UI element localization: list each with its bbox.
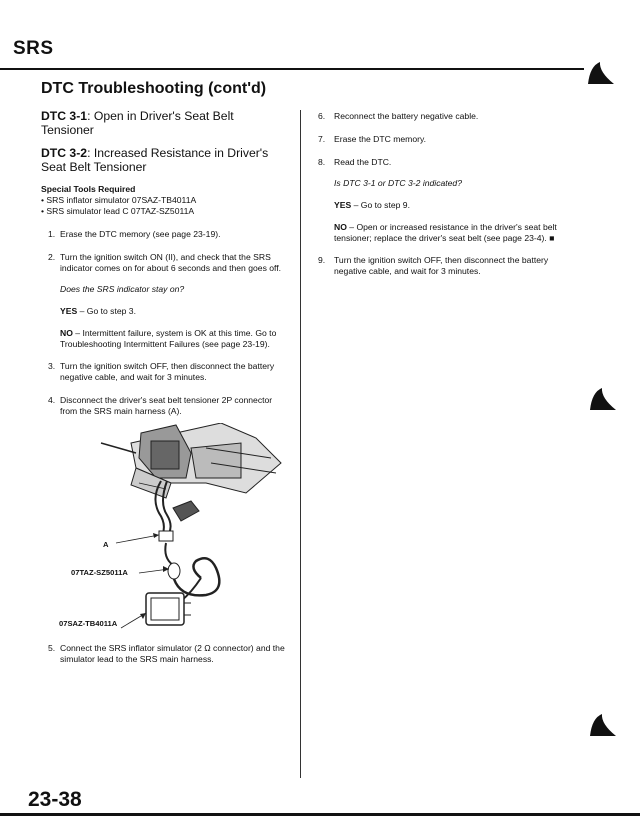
yes-text: – Go to step 3. xyxy=(77,306,136,316)
no-branch xyxy=(318,222,558,244)
section-tab-marker xyxy=(588,386,618,412)
page-number: 23-38 xyxy=(28,788,82,811)
header-rule xyxy=(0,68,584,70)
special-tool-item: • SRS simulator lead C 07TAZ-SZ5011A xyxy=(41,206,195,216)
step-text: Erase the DTC memory. xyxy=(334,134,427,144)
dtc-code: DTC 3-2 xyxy=(41,146,88,160)
connector-illustration xyxy=(41,423,288,633)
no-label: NO xyxy=(60,328,73,338)
step-number: 1. xyxy=(48,229,56,239)
step-number: 6. xyxy=(318,111,326,121)
no-text: – Open or increased resistance in the driver's seat belt tensioner; replace the driver's seat belt (see page 23-4). xyxy=(334,222,557,243)
yes-label: YES xyxy=(334,200,352,210)
step-item xyxy=(41,643,288,665)
dtc-description: : Increased Resistance in Driver's Seat Belt Tensioner xyxy=(41,146,269,174)
no-branch xyxy=(41,328,288,350)
step-number: 4. xyxy=(48,395,56,405)
step-text: Connect the SRS inflator simulator (2 Ω connector) and the simulator lead to the SRS main harness. xyxy=(60,643,285,664)
procedure-steps-left-final xyxy=(41,643,288,665)
section-title: DTC Troubleshooting (cont'd) xyxy=(41,80,267,97)
footer-rule xyxy=(0,813,640,816)
right-column xyxy=(318,111,558,289)
step-number: 9. xyxy=(318,255,326,265)
no-label: NO xyxy=(334,222,347,232)
step-item xyxy=(41,395,288,417)
dtc-3-1-heading xyxy=(41,109,288,137)
special-tools-title: Special Tools Required xyxy=(41,184,136,194)
step-item xyxy=(318,157,558,168)
step-item xyxy=(41,229,288,240)
step-text: Turn the ignition switch ON (II), and check that the SRS indicator comes on for about 6 seconds and then goes off. xyxy=(60,252,282,273)
step-item xyxy=(318,255,558,277)
step-number: 3. xyxy=(48,361,56,371)
procedure-steps-left xyxy=(41,229,288,274)
procedure-steps-right xyxy=(318,111,558,168)
column-divider xyxy=(300,110,301,778)
dtc-3-2-heading xyxy=(41,146,288,174)
harness-diagram xyxy=(41,423,288,633)
step-number: 7. xyxy=(318,134,326,144)
page-header-title: SRS xyxy=(13,38,54,59)
step-item xyxy=(41,361,288,383)
yes-label: YES xyxy=(60,306,78,316)
dtc-description: : Open in Driver's Seat Belt Tensioner xyxy=(41,109,234,137)
step-item xyxy=(318,111,558,122)
step-question: Does the SRS indicator stay on? xyxy=(60,284,185,294)
figure-label-inflator-simulator: 07SAZ-TB4011A xyxy=(59,619,118,628)
step-text: Erase the DTC memory (see page 23-19). xyxy=(60,229,221,239)
step-item xyxy=(318,134,558,145)
dtc-code: DTC 3-1 xyxy=(41,109,88,123)
step-text: Reconnect the battery negative cable. xyxy=(334,111,479,121)
figure-label-a: A xyxy=(103,540,109,549)
yes-text: – Go to step 9. xyxy=(351,200,410,210)
step-text: Disconnect the driver's seat belt tensioner 2P connector from the SRS main harness (A). xyxy=(60,395,273,416)
end-mark: ■ xyxy=(549,233,555,243)
yes-branch xyxy=(41,306,288,317)
section-tab-marker xyxy=(588,712,618,738)
step-text: Turn the ignition switch OFF, then disconnect the battery negative cable, and wait for 3 minutes. xyxy=(334,255,549,276)
figure-label-simulator-lead: 07TAZ-SZ5011A xyxy=(71,568,128,577)
yes-branch xyxy=(318,200,558,211)
step-number: 5. xyxy=(48,643,56,653)
step-number: 8. xyxy=(318,157,326,167)
procedure-steps-right-cont xyxy=(318,255,558,277)
left-column xyxy=(41,109,288,677)
step-question: Is DTC 3-1 or DTC 3-2 indicated? xyxy=(334,178,462,188)
procedure-steps-left-cont xyxy=(41,361,288,417)
step-number: 2. xyxy=(48,252,56,262)
no-text: – Intermittent failure, system is OK at this time. Go to Troubleshooting Intermittent Failures (see page 23-19). xyxy=(60,328,277,349)
step-item xyxy=(41,252,288,274)
special-tool-item: • SRS inflator simulator 07SAZ-TB4011A xyxy=(41,195,197,205)
section-tab-marker xyxy=(586,60,616,86)
step-text: Turn the ignition switch OFF, then disconnect the battery negative cable, and wait for 3 minutes. xyxy=(60,361,275,382)
step-text: Read the DTC. xyxy=(334,157,392,167)
